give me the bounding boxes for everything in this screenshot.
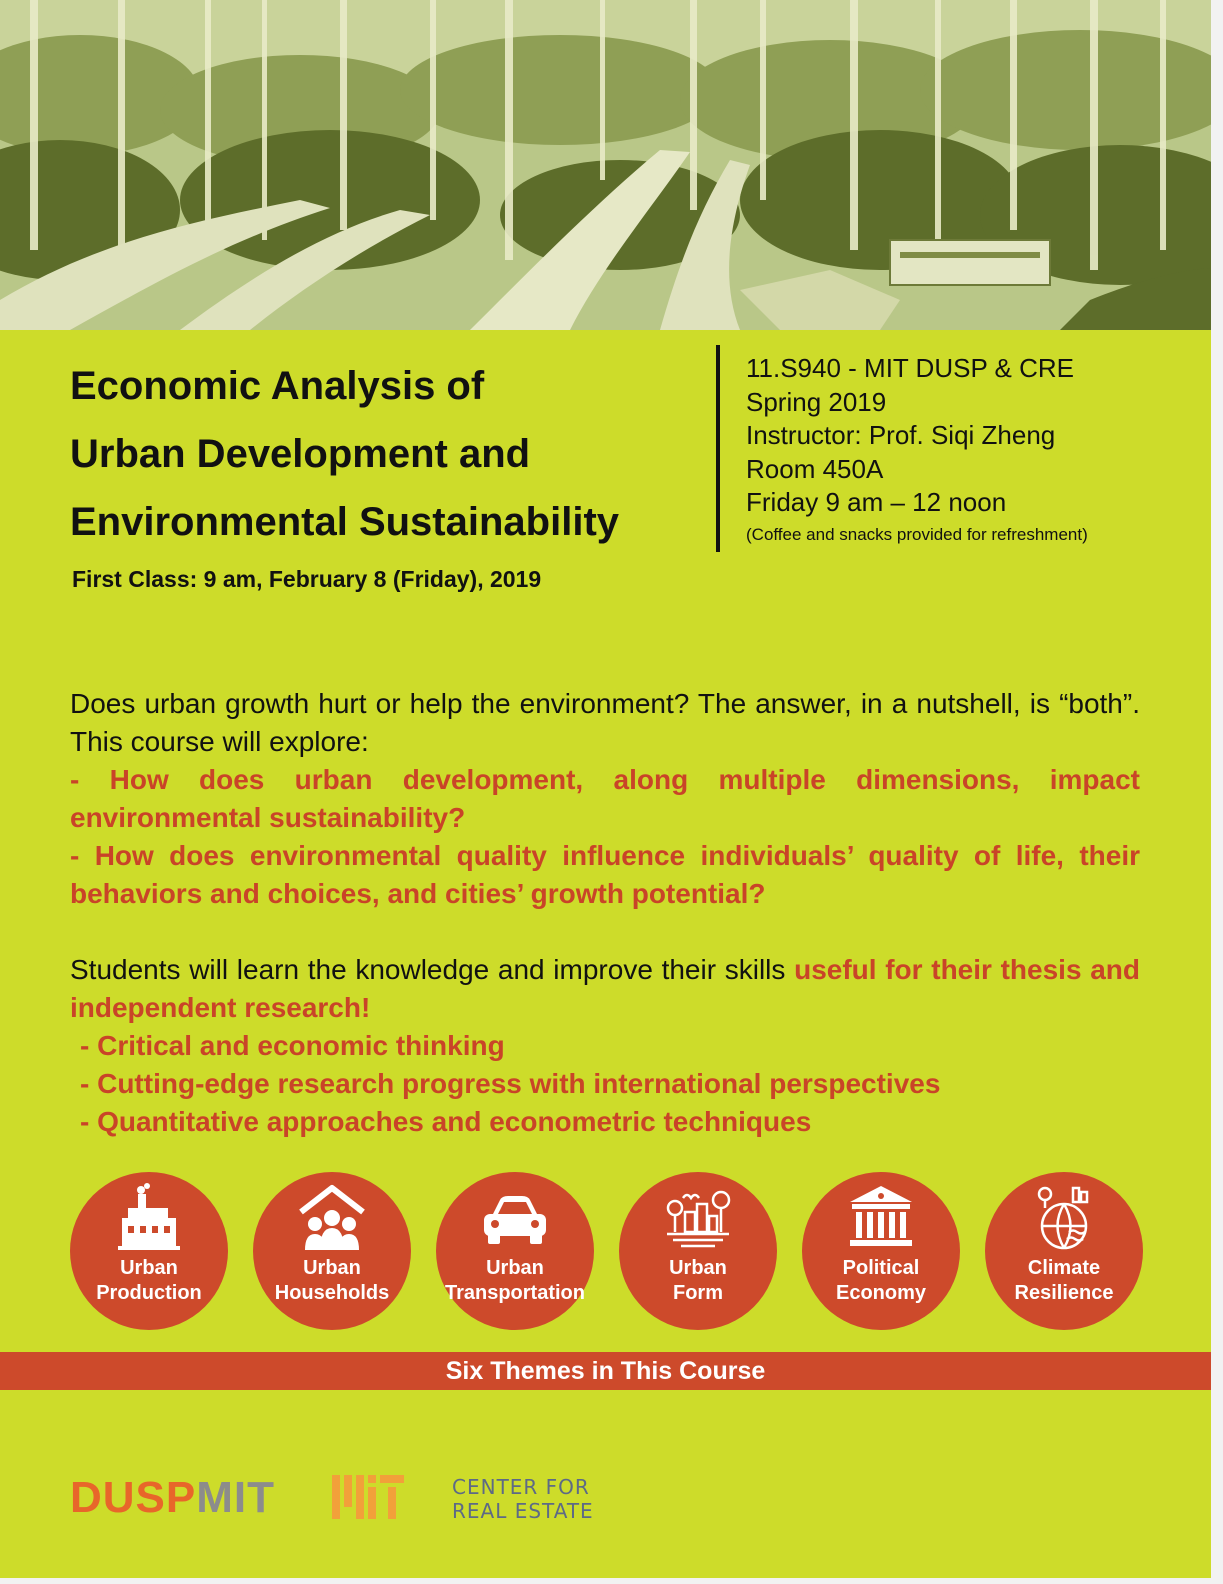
course-time: Friday 9 am – 12 noon: [746, 487, 1007, 517]
theme-urban-transportation: [436, 1172, 594, 1330]
skills-intro: [70, 951, 1140, 1027]
theme-label-line-1: Climate: [1027, 1257, 1101, 1279]
themes-row: [70, 1172, 1150, 1332]
course-room: Room 450A: [746, 453, 884, 484]
theme-label-line-2: Resilience: [1014, 1282, 1114, 1304]
question-1: - How does urban development, along multiple dimensions, impact environmental sustainability?: [70, 764, 1140, 833]
dusp-mit-logo: [70, 1473, 275, 1523]
theme-climate-resilience: [985, 1172, 1143, 1330]
course-title-line-1: Economic Analysis of: [70, 364, 485, 408]
dusp-logo-text: DUSP: [70, 1473, 197, 1522]
government-building-icon: [846, 1182, 916, 1252]
climate-globe-icon: [1029, 1182, 1099, 1252]
course-term: Spring 2019: [746, 386, 887, 417]
page-frame-right: [1211, 0, 1223, 1584]
household-icon: [297, 1182, 367, 1252]
page-frame-bottom: [0, 1578, 1223, 1584]
center-for-real-estate-logo: [452, 1475, 594, 1523]
mit-logo-text: MIT: [196, 1473, 276, 1522]
factory-icon: [114, 1182, 184, 1252]
course-title: [70, 352, 710, 556]
theme-label-line-1: Urban: [120, 1257, 178, 1279]
first-class-date: First Class: 9 am, February 8 (Friday), 2019: [72, 566, 542, 592]
city-form-icon: [663, 1182, 733, 1252]
question-2: - How does environmental quality influence individuals’ quality of life, their behaviors and choices, and cities’ growth potential?: [70, 840, 1140, 909]
cre-line-1: CENTER FOR: [452, 1475, 590, 1499]
car-icon: [480, 1182, 550, 1252]
course-description: [70, 685, 1140, 1141]
theme-label-line-1: Political: [842, 1257, 920, 1279]
theme-urban-form: [619, 1172, 777, 1330]
course-info: [746, 352, 1186, 548]
theme-label-line-1: Urban: [303, 1257, 361, 1279]
skill-item: - Critical and economic thinking: [80, 1030, 505, 1061]
skill-item: - Cutting-edge research progress with international perspectives: [80, 1068, 941, 1099]
header-forest-road-image: [0, 0, 1211, 330]
theme-label-line-2: Households: [274, 1282, 390, 1304]
refreshment-note: (Coffee and snacks provided for refreshment): [746, 524, 1088, 544]
title-divider: [716, 345, 720, 552]
mit-logo-icon: [332, 1475, 412, 1519]
theme-label-line-2: Economy: [835, 1282, 927, 1304]
course-title-line-2: Urban Development and: [70, 432, 531, 476]
theme-political-economy: [802, 1172, 960, 1330]
theme-label-line-2: Production: [96, 1282, 202, 1304]
theme-label-line-2: Form: [673, 1282, 723, 1304]
theme-label-line-1: Urban: [486, 1257, 544, 1279]
theme-label-line-2: Transportation: [444, 1282, 585, 1304]
skill-item: - Quantitative approaches and econometric techniques: [80, 1106, 812, 1137]
skills-lead: Students will learn the knowledge and improve their skills: [70, 954, 795, 985]
skills-highlight: useful for their thesis and independent research!: [70, 954, 1140, 1023]
sponsor-logos: [70, 1465, 670, 1535]
cre-line-2: REAL ESTATE: [452, 1499, 594, 1523]
theme-urban-households: [253, 1172, 411, 1330]
course-title-line-3: Environmental Sustainability: [70, 500, 620, 544]
themes-banner: Six Themes in This Course: [0, 1352, 1211, 1390]
intro-text: Does urban growth hurt or help the environment? The answer, in a nutshell, is “both”. This course will explore:: [70, 688, 1140, 757]
course-instructor: Instructor: Prof. Siqi Zheng: [746, 420, 1056, 450]
theme-label-line-1: Urban: [669, 1257, 727, 1279]
course-code: 11.S940 - MIT DUSP & CRE: [746, 353, 1075, 383]
theme-urban-production: [70, 1172, 228, 1330]
